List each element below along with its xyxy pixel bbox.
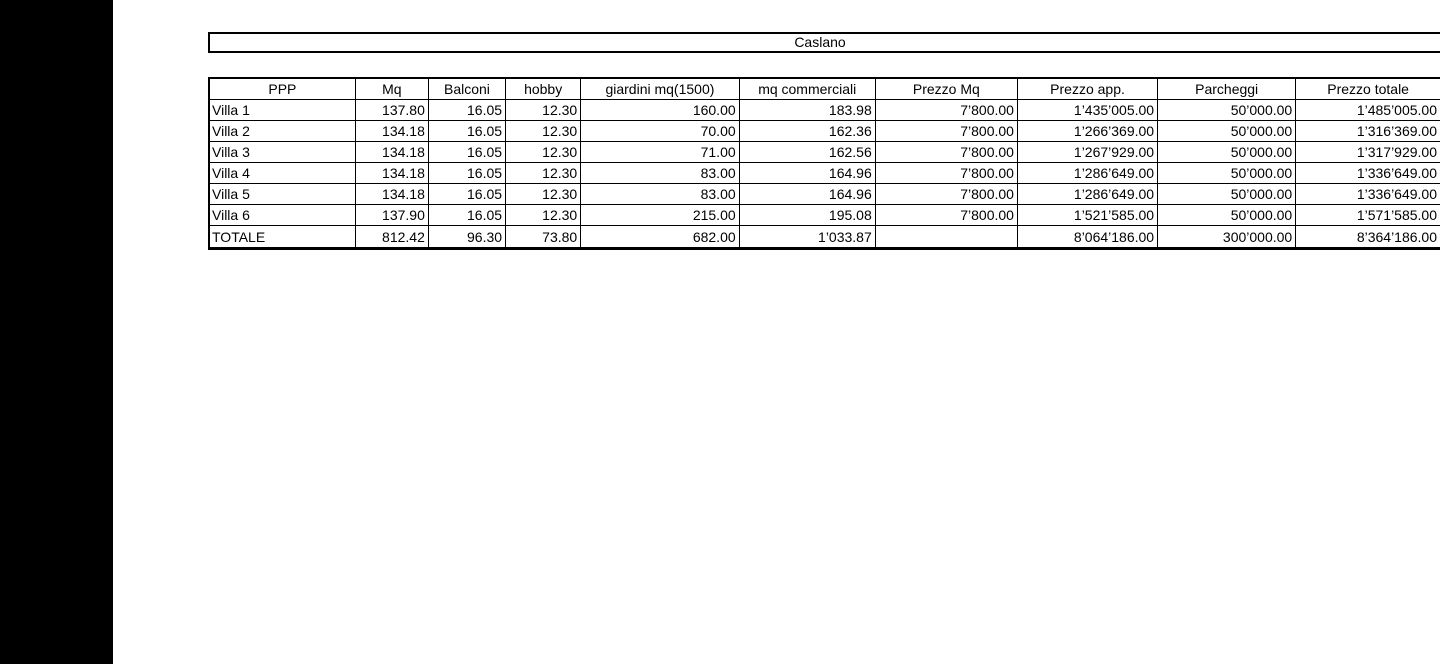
cell-giardini: 160.00 <box>581 100 739 121</box>
cell-parcheggi: 50’000.00 <box>1158 121 1296 142</box>
cell-balconi: 16.05 <box>428 121 505 142</box>
cell-hobby: 12.30 <box>506 100 581 121</box>
table-row <box>209 184 1440 205</box>
column-header-prezzo-mq: Prezzo Mq <box>875 78 1017 100</box>
price-table <box>208 77 1440 250</box>
cell-giardini: 71.00 <box>581 142 739 163</box>
cell-prezzo-app: 1’286’649.00 <box>1017 184 1157 205</box>
cell-prezzo-mq: 7’800.00 <box>875 205 1017 226</box>
cell-balconi: 16.05 <box>428 184 505 205</box>
cell-mq: 134.18 <box>355 184 428 205</box>
cell-mq: 137.90 <box>355 205 428 226</box>
column-header-mq-commerciali: mq commerciali <box>739 78 875 100</box>
table-row <box>209 100 1440 121</box>
cell-balconi: 16.05 <box>428 205 505 226</box>
left-black-margin <box>0 0 113 664</box>
cell-giardini: 70.00 <box>581 121 739 142</box>
cell-giardini: 215.00 <box>581 205 739 226</box>
cell-prezzo-app: 1’266’369.00 <box>1017 121 1157 142</box>
cell-hobby: 12.30 <box>506 184 581 205</box>
cell-balconi: 16.05 <box>428 100 505 121</box>
table-row <box>209 163 1440 184</box>
total-prezzo-mq <box>875 226 1017 249</box>
column-header-giardini: giardini mq(1500) <box>581 78 739 100</box>
cell-prezzo-totale: 1’571’585.00 <box>1296 205 1440 226</box>
cell-mq: 134.18 <box>355 142 428 163</box>
total-parcheggi: 300’000.00 <box>1158 226 1296 249</box>
table-row <box>209 121 1440 142</box>
cell-parcheggi: 50’000.00 <box>1158 205 1296 226</box>
total-mq: 812.42 <box>355 226 428 249</box>
total-row <box>209 226 1440 249</box>
cell-prezzo-mq: 7’800.00 <box>875 163 1017 184</box>
cell-prezzo-mq: 7’800.00 <box>875 100 1017 121</box>
cell-prezzo-mq: 7’800.00 <box>875 184 1017 205</box>
cell-mq-commerciali: 164.96 <box>739 163 875 184</box>
table-title: Caslano <box>794 34 846 50</box>
column-header-prezzo-totale: Prezzo totale <box>1296 78 1440 100</box>
cell-prezzo-mq: 7’800.00 <box>875 142 1017 163</box>
cell-prezzo-totale: 1’336’649.00 <box>1296 163 1440 184</box>
cell-ppp: Villa 5 <box>209 184 355 205</box>
cell-giardini: 83.00 <box>581 184 739 205</box>
cell-hobby: 12.30 <box>506 205 581 226</box>
total-giardini: 682.00 <box>581 226 739 249</box>
total-mq-commerciali: 1’033.87 <box>739 226 875 249</box>
total-balconi: 96.30 <box>428 226 505 249</box>
column-header-mq: Mq <box>355 78 428 100</box>
cell-parcheggi: 50’000.00 <box>1158 163 1296 184</box>
cell-balconi: 16.05 <box>428 163 505 184</box>
total-prezzo-totale: 8’364’186.00 <box>1296 226 1440 249</box>
table-row <box>209 205 1440 226</box>
column-header-prezzo-app: Prezzo app. <box>1017 78 1157 100</box>
cell-ppp: Villa 1 <box>209 100 355 121</box>
cell-prezzo-totale: 1’485’005.00 <box>1296 100 1440 121</box>
cell-mq-commerciali: 164.96 <box>739 184 875 205</box>
cell-prezzo-app: 1’267’929.00 <box>1017 142 1157 163</box>
cell-parcheggi: 50’000.00 <box>1158 184 1296 205</box>
cell-balconi: 16.05 <box>428 142 505 163</box>
cell-ppp: Villa 4 <box>209 163 355 184</box>
column-header-parcheggi: Parcheggi <box>1158 78 1296 100</box>
cell-hobby: 12.30 <box>506 163 581 184</box>
cell-ppp: Villa 2 <box>209 121 355 142</box>
title-box <box>208 32 1440 53</box>
cell-prezzo-mq: 7’800.00 <box>875 121 1017 142</box>
total-hobby: 73.80 <box>506 226 581 249</box>
header-row <box>209 78 1440 100</box>
total-label: TOTALE <box>209 226 355 249</box>
cell-mq: 134.18 <box>355 121 428 142</box>
cell-giardini: 83.00 <box>581 163 739 184</box>
cell-parcheggi: 50’000.00 <box>1158 142 1296 163</box>
cell-ppp: Villa 6 <box>209 205 355 226</box>
cell-hobby: 12.30 <box>506 121 581 142</box>
cell-prezzo-totale: 1’316’369.00 <box>1296 121 1440 142</box>
table-row <box>209 142 1440 163</box>
total-prezzo-app: 8’064’186.00 <box>1017 226 1157 249</box>
cell-prezzo-app: 1’435’005.00 <box>1017 100 1157 121</box>
cell-prezzo-app: 1’286’649.00 <box>1017 163 1157 184</box>
cell-mq-commerciali: 162.56 <box>739 142 875 163</box>
cell-mq: 137.80 <box>355 100 428 121</box>
cell-hobby: 12.30 <box>506 142 581 163</box>
cell-prezzo-totale: 1’336’649.00 <box>1296 184 1440 205</box>
cell-mq-commerciali: 195.08 <box>739 205 875 226</box>
cell-mq-commerciali: 183.98 <box>739 100 875 121</box>
cell-prezzo-totale: 1’317’929.00 <box>1296 142 1440 163</box>
cell-mq: 134.18 <box>355 163 428 184</box>
cell-parcheggi: 50’000.00 <box>1158 100 1296 121</box>
cell-ppp: Villa 3 <box>209 142 355 163</box>
cell-prezzo-app: 1’521’585.00 <box>1017 205 1157 226</box>
column-header-ppp: PPP <box>209 78 355 100</box>
column-header-hobby: hobby <box>506 78 581 100</box>
column-header-balconi: Balconi <box>428 78 505 100</box>
cell-mq-commerciali: 162.36 <box>739 121 875 142</box>
